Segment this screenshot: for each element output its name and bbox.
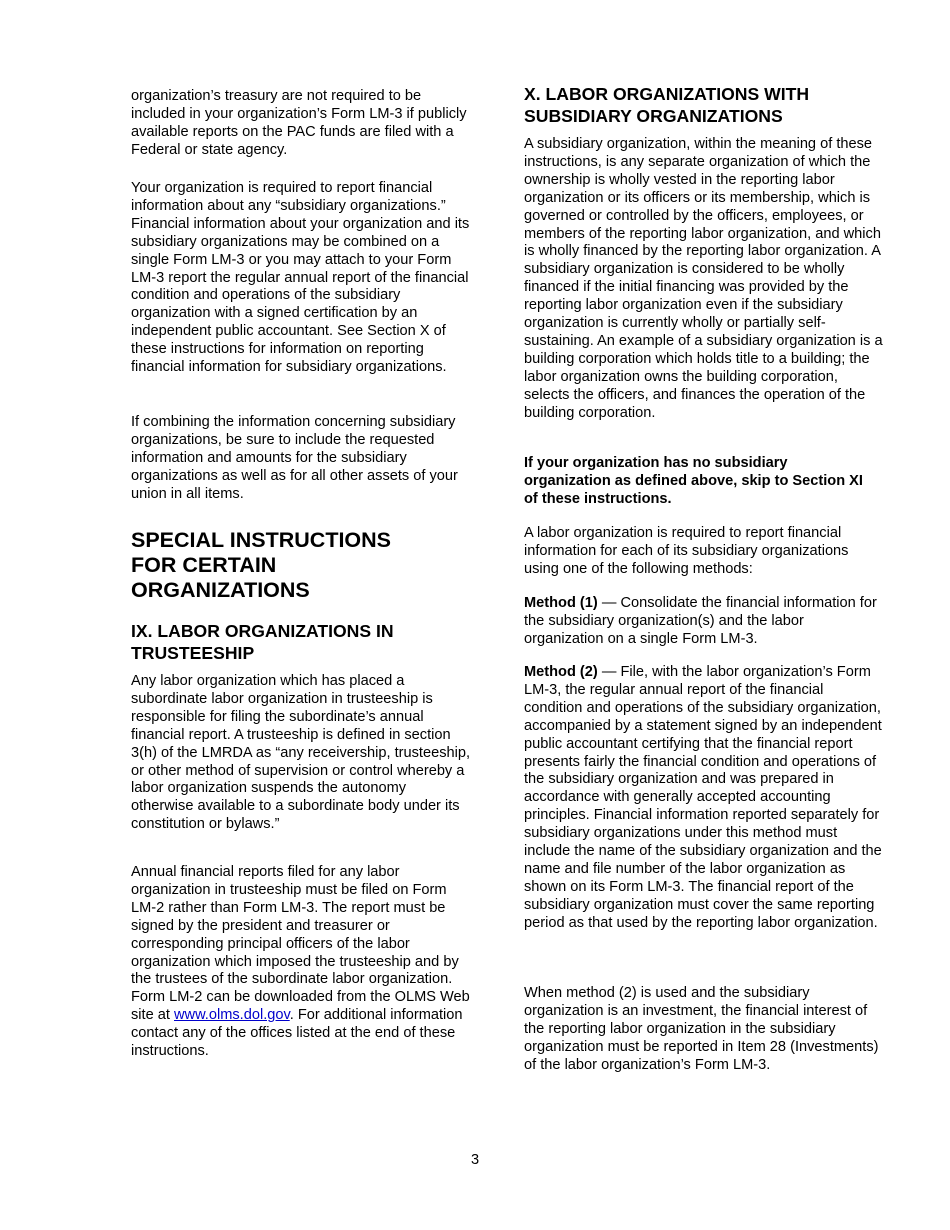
special-instructions-heading: SPECIAL INSTRUCTIONS FOR CERTAIN ORGANIZATIONS	[131, 528, 392, 602]
section-x-heading: X. LABOR ORGANIZATIONS WITH SUBSIDIARY ORGANIZATIONS	[524, 84, 810, 126]
pac-funds-paragraph: organization’s treasury are not required to be included in your organization’s Form LM-3 if publicly available reports on the PAC funds are filed with a Federal or state agency.	[131, 88, 467, 158]
filing-text-before-link: Annual financial reports filed for any labor organization in trusteeship must be filed on Form LM-2 rather than Form LM-3. The report must be signed by the president and treasurer or corresponding principal officers of the labor organization which imposed the trusteeship and by the trustees of the subordinate labor organization. Form LM-2 can be downloaded from the OLMS Web site at	[131, 864, 470, 1024]
reporting-methods-intro: A labor organization is required to report financial information for each of its subsidiary organizations using one of the following methods:	[524, 525, 849, 577]
method-1-text: — Consolidate the financial information for the subsidiary organization(s) and the labor organization on a single Form LM-3.	[524, 595, 877, 647]
method-1-label: Method (1)	[524, 595, 598, 611]
skip-to-section-xi-note: If your organization has no subsidiary organization as defined above, skip to Section XI of these instructions.	[524, 455, 863, 507]
combining-information-paragraph: If combining the information concerning subsidiary organizations, be sure to include the requested information and amounts for the subsidiary organizations as well as for all other assets of your union in all items.	[131, 414, 458, 502]
section-ix-heading: IX. LABOR ORGANIZATIONS IN TRUSTEESHIP	[131, 621, 394, 663]
page-number: 3	[470, 1152, 480, 1168]
method-2-label: Method (2)	[524, 664, 598, 680]
trusteeship-filing-paragraph	[131, 864, 471, 1061]
method-2-text: — File, with the labor organization’s Form LM-3, the regular annual report of the financial condition and operations of the subsidiary organization, accompanied by a statement signed by an independent public accountant certifying that the financial report presents fairly the financial condition and operations of the subsidiary organization and was prepared in accordance with generally accepted accounting principles. Financial information reported separately for subsidiary organizations under this method must include the name of the subsidiary organization and the name and file number of the labor organization as shown on its Form LM-3. The financial report of the subsidiary organization must cover the same reporting period as that used by the reporting labor organization.	[524, 664, 882, 931]
filing-text-after-link: . For additional information contact any of the offices listed at the end of these instructions.	[131, 1007, 463, 1060]
method-2-paragraph	[524, 664, 884, 933]
subsidiary-reporting-paragraph: Your organization is required to report financial information about any “subsidiary organizations.” Financial information about your organization and its subsidiary organizations may be combined on a single Form LM-3 or you may attach to your Form LM-3 report the regular annual report of the financial condition and operations of the subsidiary organization with a signed certification by an independent public accountant. See Section X of these instructions for information on reporting financial information for subsidiary organizations.	[131, 180, 470, 376]
method-1-paragraph	[524, 595, 884, 649]
trusteeship-definition-paragraph: Any labor organization which has placed a subordinate labor organization in trusteeship is responsible for filing the subordinate’s annual financial report. A trusteeship is defined in section 3(h) of the LMRDA as “any receivership, trusteeship, or other method of supervision or control whereby a labor organization suspends the autonomy otherwise available to a subordinate body under its constitution or bylaws.”	[131, 673, 471, 833]
subsidiary-definition-paragraph: A subsidiary organization, within the meaning of these instructions, is any separate organization of which the ownership is wholly vested in the reporting labor organization or its officers or its membership, which is governed or controlled by the officers, employees, or members of the reporting labor organization, and which is wholly financed by the reporting labor organization. A subsidiary organization is considered to be wholly financed if the initial financing was provided by the reporting labor organization even if the subsidiary organization is currently wholly or partially self-sustaining. An example of a subsidiary organization is a building corporation which holds title to a building; the labor organization owns the building corporation, selects the officers, and finances the operation of the building corporation.	[524, 136, 883, 421]
olms-website-link[interactable]: www.olms.dol.gov	[174, 1007, 290, 1024]
investment-reporting-paragraph: When method (2) is used and the subsidiary organization is an investment, the financial interest of the reporting labor organization in the subsidiary organization must be reported in Item 28 (Investments) of the labor organization’s Form LM-3.	[524, 985, 879, 1073]
